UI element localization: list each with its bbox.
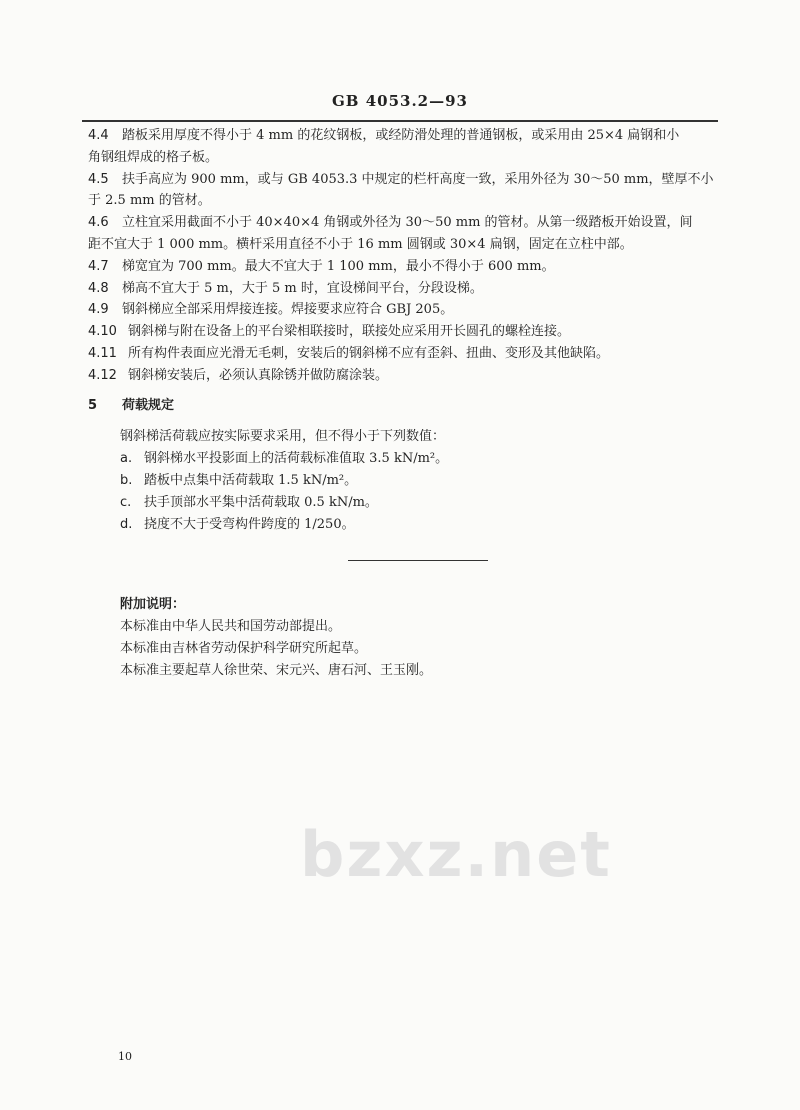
section-title: 荷载规定 xyxy=(122,398,175,413)
item-label: d. xyxy=(120,517,133,532)
clause-number: 4.8 xyxy=(88,280,109,296)
clause-text: 距不宜大于 1 000 mm。横杆采用直径不小于 16 mm 圆钢或 30×4 扁钢，固定在立柱中部。 xyxy=(88,237,633,252)
item-text: 踏板中点集中活荷载取 1.5 kN/m²。 xyxy=(144,473,358,488)
clause-line xyxy=(88,278,718,300)
appendix-text: 本标准由吉林省劳动保护科学研究所起草。 xyxy=(120,641,368,656)
page-header: GB 4053.2—93 xyxy=(332,92,468,110)
clause-text: 钢斜梯应全部采用焊接连接。焊接要求应符合 GBJ 205。 xyxy=(122,302,454,318)
item-text: 挠度不大于受弯构件跨度的 1/250。 xyxy=(144,517,355,532)
list-item xyxy=(88,448,750,470)
clause-text: 钢斜梯安装后，必须认真除锈并做防腐涂装。 xyxy=(128,367,389,383)
item-label: b. xyxy=(120,473,133,488)
clause-line xyxy=(88,169,718,191)
clause-text: 扶手高应为 900 mm，或与 GB 4053.3 中规定的栏杆高度一致，采用外径为 30～50 mm，壁厚不小 xyxy=(122,171,714,187)
appendix-line xyxy=(88,660,750,682)
clause-number: 4.11 xyxy=(88,346,117,361)
clause-line xyxy=(88,256,718,278)
clause-line xyxy=(88,321,718,343)
end-rule xyxy=(348,560,488,561)
clause-number: 4.12 xyxy=(88,367,117,383)
intro-text: 钢斜梯活荷载应按实际要求采用，但不得小于下列数值： xyxy=(120,429,446,444)
page-number: 10 xyxy=(118,1050,132,1063)
clause-text: 所有构件表面应光滑无毛刺，安装后的钢斜梯不应有歪斜、扭曲、变形及其他缺陷。 xyxy=(128,346,610,361)
clause-number: 4.7 xyxy=(88,258,109,274)
clause-number: 4.6 xyxy=(88,215,109,231)
clause-number: 4.4 xyxy=(88,128,109,143)
clause-line xyxy=(88,299,718,321)
watermark: bzxz.net xyxy=(300,818,612,891)
section-heading xyxy=(88,395,718,417)
clause-number: 4.5 xyxy=(88,171,109,187)
clause-line xyxy=(88,147,718,169)
clause-line xyxy=(88,190,718,212)
clause-line xyxy=(88,343,718,365)
clause-line xyxy=(88,234,718,256)
appendix-text: 本标准由中华人民共和国劳动部提出。 xyxy=(120,619,342,634)
item-text: 扶手顶部水平集中活荷载取 0.5 kN/m。 xyxy=(144,495,378,510)
clause-text: 钢斜梯与附在设备上的平台梁相联接时，联接处应采用开长圆孔的螺栓连接。 xyxy=(128,324,571,340)
section-intro xyxy=(88,426,750,448)
clause-line xyxy=(88,125,718,147)
clause-text: 于 2.5 mm 的管材。 xyxy=(88,193,211,209)
item-label: a. xyxy=(120,451,133,466)
appendix-text: 本标准主要起草人徐世荣、宋元兴、唐石河、王玉刚。 xyxy=(120,663,433,678)
clause-number: 4.10 xyxy=(88,324,117,340)
section-number: 5 xyxy=(88,398,98,413)
item-label: c. xyxy=(120,495,132,510)
list-item xyxy=(88,470,750,492)
appendix-heading: 附加说明： xyxy=(120,597,186,612)
clause-text: 立柱宜采用截面不小于 40×40×4 角钢或外径为 30～50 mm 的管材。从第一级踏板开始设置，间 xyxy=(122,215,693,231)
header-rule xyxy=(82,120,718,122)
clause-text: 角钢组焊成的格子板。 xyxy=(88,149,219,165)
appendix-title xyxy=(88,594,750,616)
list-item xyxy=(88,514,750,536)
clause-number: 4.9 xyxy=(88,302,109,318)
appendix-line xyxy=(88,638,750,660)
item-text: 钢斜梯水平投影面上的活荷载标准值取 3.5 kN/m²。 xyxy=(144,451,449,466)
clause-text: 踏板采用厚度不得小于 4 mm 的花纹钢板，或经防滑处理的普通钢板，或采用由 25×4 扁钢和小 xyxy=(122,128,680,143)
clause-text: 梯宽宜为 700 mm。最大不宜大于 1 100 mm，最小不得小于 600 mm。 xyxy=(122,258,555,274)
clause-line xyxy=(88,212,718,234)
list-item xyxy=(88,492,750,514)
clause-line xyxy=(88,365,718,387)
appendix-line xyxy=(88,616,750,638)
clause-text: 梯高不宜大于 5 m，大于 5 m 时，宜设梯间平台，分段设梯。 xyxy=(122,280,483,296)
